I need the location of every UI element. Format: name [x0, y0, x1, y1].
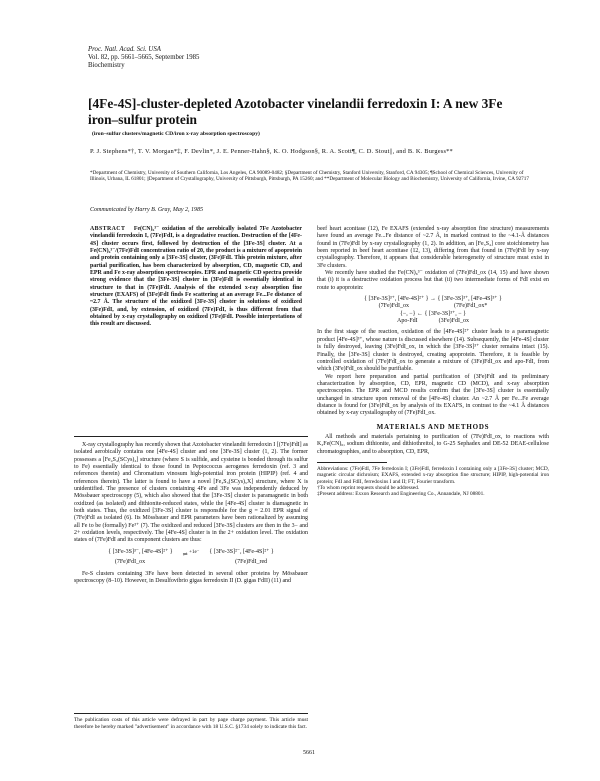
right-paragraph-4: We report here preparation and partial purification of (3Fe)FdI and its preliminary characterization by absorption, CD, EPR, magnetic CD (MCD), and x-ray absorption spectroscopies. The EPR and MCD results confirm that the [3Fe-3S] cluster is essentially unchanged in structure upon removal of the [4Fe-4S] cluster. An ~2.7 Å per Fe...Fe average distance is found for (3Fe)FdI_ox by analysis of its EXAFS, in contrast to the ~4.1 Å distances obtained by x-ray crystallography of (7Fe)FdI_ox.: [317, 373, 549, 417]
publication-costs-footnote: The publication costs of this article were defrayed in part by page charge payment. This article must therefore be hereby marked "advertisement" in accordance with 18 U.S.C. §1734 solely to indicate this fact.: [74, 713, 308, 730]
section-heading-methods: MATERIALS AND METHODS: [376, 422, 490, 431]
equation-2-labels-1: (7Fe)FdI_ox (7Fe)FdI_ox*: [378, 303, 488, 310]
equation-1-label-right: (7Fe)FdI_red: [235, 559, 268, 566]
equation-1-arrow-label: +1e⁻: [189, 549, 200, 555]
page-number: 5661: [303, 750, 315, 756]
journal-name: Proc. Natl. Acad. Sci. USA: [88, 46, 161, 53]
equation-1-arrow: ⇌ $^{+1e^-}$: [182, 549, 200, 558]
right-paragraph-5: All methods and materials pertaining to purification of (7Fe)FdI_ox, to reactions with K₃Fe(CN)₆, sodium dithionite, and dithiothreitol, to G-25 Sephadex and DE-52 DEAE-cellulose chromatographies, and to absorption, CD, EPR,: [317, 433, 549, 455]
right-paragraph-2: We recently have studied the Fe(CN)₆³⁻ oxidation of (7Fe)FdI_ox (14, 15) and have shown that (i) it is a destructive oxidation process but that (ii) two intermediate forms of FdI exist en route to apoprotein:: [317, 270, 549, 291]
abstract-heading: ABSTRACT: [90, 226, 126, 232]
abstract: [90, 226, 302, 329]
right-paragraph-3: In the first stage of the reaction, oxidation of the [4Fe-4S]²⁺ cluster leads to a paramagnetic product [4Fe-4S]³⁺, whose nature is discussed elsewhere (14). Subsequently, the [4Fe-4S] cluster is fully destroyed, leaving (3Fe)FdI_ox, in which the [3Fe-3S]³⁺ cluster remains intact (15). Finally, the [3Fe-3S] cluster is destroyed, creating apoprotein. Therefore, it is feasible by controlled oxidation of (7Fe)FdI_ox to generate a mixture of (3Fe)FdI_ox and apo-FdI, from which (3Fe)FdI_ox should be purifiable.: [317, 329, 549, 373]
journal-volume: Vol. 82, pp. 5661–5665, September 1985: [88, 54, 200, 62]
abstract-text: Fe(CN)₆³⁻ oxidation of the aerobically isolated 7Fe Azotobacter vinelandii ferredoxin I, (7Fe)FdI, is a degradative reaction. Destruction of the [4Fe-4S] cluster occurs first, followed by destruction of the [3Fe-3S] cluster. At a Fe(CN)₆³⁻/(7Fe)FdI concentration ratio of 20, the product is a mixture of apoprotein and protein containing only a [3Fe-3S] cluster, (3Fe)FdI. This protein mixture, after partial purification, has been characterized by absorption, CD, magnetic CD, and EPR and Fe x-ray absorption spectroscopies. EPR and magnetic CD spectra provide strong evidence that the [3Fe-3S] cluster in (3Fe)FdI is essentially identical in structure to that in (7Fe)FdI. Analysis of the extended x-ray absorption fine structure (EXAFS) of (3Fe)FdI finds Fe scattering at an average Fe...Fe distance of ~2.7 Å. The structure of the oxidized [3Fe-3S] cluster in solutions of oxidized (3Fe)FdI, and, by extension, of oxidized (7Fe)FdI, is thus different from that obtained by x-ray crystallography on oxidized (7Fe)FdI. Possible interpretations of this result are discussed.: [90, 226, 303, 328]
right-column: [317, 226, 549, 497]
equation-2-line-1: { [3Fe-3S]³⁺, [4Fe-4S]²⁺ } → { [3Fe-3S]³⁺, [4Fe-4S]³⁺ }: [364, 296, 502, 303]
address-footnote: ‡Present address: Exxon Research and Engineering Co., Annandale, NJ 08801.: [317, 491, 485, 498]
equation-1-left: { [3Fe-3S]³⁻, [4Fe-4S]²⁺ }: [108, 548, 173, 555]
paper-title: [4Fe-4S]-cluster-depleted Azotobacter vinelandii ferredoxin I: A new 3Fe iron–sulfur protein: [88, 96, 503, 127]
keywords: (iron–sulfur clusters/magnetic CD/iron x-ray absorption spectroscopy): [92, 131, 260, 137]
right-paragraph-1: beef heart aconitase (12), Fe EXAFS (extended x-ray absorption fine structure) measurements have found an average Fe...Fe distance of ~2.7 Å, in marked contrast to the ~4.1-Å distances found in (7Fe)FdI by x-ray crystallography (1, 2). In addition, an [Fe₃S₄] core stoichiometry has been reported in beef heart aconitase (12, 13), differing from that found in (7Fe)FdI by x-ray crystallography. Therefore, it appears that considerable heterogeneity of structure must exist in 3Fe clusters.: [317, 226, 549, 269]
left-paragraph-2: Fe-S clusters containing 3Fe have been detected in several other proteins by Mössbauer spectroscopy (8–10). However, in Desulfovibrio gigas ferredoxin II (D. gigas FdII) (11) and: [74, 570, 308, 584]
author-list: P. J. Stephens*†, T. V. Morgan*‡, F. Devlin*, J. E. Penner-Hahn§, K. O. Hodgson§, R. A. Scott¶, C. D. Stout||, and B. K. Burgess**: [90, 148, 453, 155]
left-paragraph-1: X-ray crystallography has recently shown that Azotobacter vinelandii ferredoxin I [(7Fe)FdI] as isolated aerobically contains one [4Fe-4S] cluster and one [3Fe-3S] cluster (1, 2). The former possesses a [Fe₄S₄(SCys)₄] structure (where S is sulfide, and cysteine is bonded through its sulfur to Fe) essentially identical to those found in Peptococcus aerogenes ferredoxin (ref. 3 and references therein) and Chromatium vinosum high-potential iron protein (HIPIP) (ref. 4 and references therein). The latter is found to have a novel [Fe₃S₃(SCys)₅X] structure, where X is unidentified. The presence of clusters containing 4Fe and 3Fe was independently deduced by Mössbauer spectroscopy (5), which also showed that the [3Fe-3S] cluster is paramagnetic in both oxidized (as isolated) and dithionite-reduced states, while the [4Fe-4S] cluster is diamagnetic in both states. Thus, the oxidized [3Fe-3S] cluster is responsible for the g = 2.01 EPR signal of (7Fe)FdI as isolated (6). Its Mössbauer and EPR parameters have been rationalized by assuming all Fe to be (formally) Fe³⁺ (7). The oxidized and reduced [3Fe-3S] clusters are then in the 3− and 2+ oxidation levels, respectively. The [4Fe-4S] cluster is in the 2+ oxidation level. The oxidation states of (7Fe)FdI and its component clusters are thus:: [74, 442, 308, 544]
equation-1-right: { [3Fe-3S]²⁻, [4Fe-4S]²⁺ }: [209, 548, 274, 555]
affiliations: *Department of Chemistry, University of Southern California, Los Angeles, CA 90089-0482; §Department of Chemistry, Stanford University, Stanford, CA 94305; ¶School of Chemical Sciences, University of Illinois, Urbana, IL 61801; ||Department of Crystallography, University of Pittsburgh, Pittsburgh, PA 15260; and **Department of Molecular Biology and Biochemistry, University of California, Irvine, CA 92717: [90, 170, 529, 183]
equation-2-line-2: {−, −} ← { [3Fe-3S]³⁺, − }: [400, 310, 466, 317]
equation-1: [74, 549, 308, 567]
abbreviations-footnote: Abbreviations: (7Fe)FdI, 7Fe ferredoxin I; (3Fe)FdI, ferredoxin I containing only a [3Fe-3S] cluster; MCD, magnetic circular dichroism; EXAFS, extended x-ray absorption fine structure; HIPIP, high-potential iron protein; FdI and FdII, ferredoxins I and II; FT, Fourier transform.: [317, 465, 549, 485]
reprint-footnote: †To whom reprint requests should be addressed.: [317, 484, 420, 491]
journal-header: [88, 46, 199, 71]
equation-1-label-left: (7Fe)FdI_ox: [114, 559, 146, 566]
equation-2: [317, 296, 549, 325]
footnote-rule: [317, 462, 387, 463]
communicated-by: Communicated by Harry B. Gray, May 2, 1985: [90, 207, 203, 213]
equation-2-labels-2: Apo-FdI (3Fe)FdI_ox: [397, 318, 469, 325]
left-column: [74, 442, 308, 585]
journal-section: Biochemistry: [88, 62, 125, 70]
